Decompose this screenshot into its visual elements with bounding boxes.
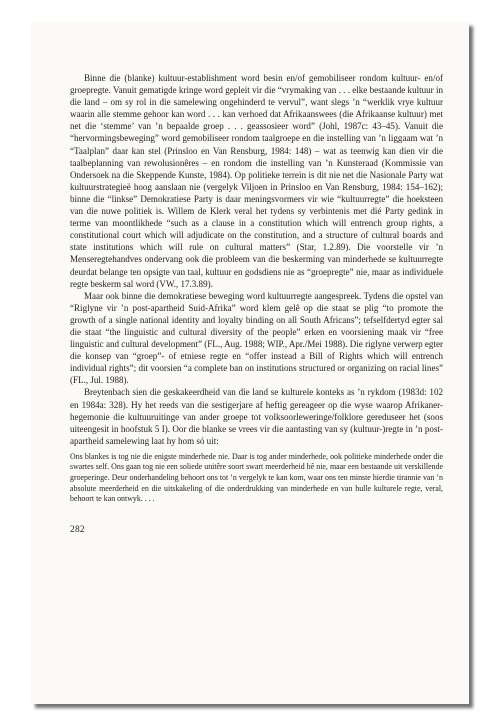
paragraph-1: Binne die (blanke) kultuur-establishment word besin en/of gemobiliseer rondom kultuur- en/of groepregte. Vanuit gematigde kringe word gepleit vir die “vrymaking van . . . elke bestaande kultuur in die land – om sy rol in die samelewing ongehinderd te vervul”, want slegs ’n “werklik vrye kultuur waarin alle stemme gehoor kan word . . . kan verhoed dat Afrikaanswees (die Afrikaanse kultuur) met net die ‘stemme’ van ’n bepaalde groep . . . geassosieer word” (Johl, 1987c: 43–45). Vanuit die “hervormingsbeweging” word gemobiliseer rondom taalgroepe en die instelling van ’n liggaam wat ’n “Taalplan” daar kan stel (Prinsloo en Van Rensburg, 1984: 148) – wat as teenwig kan dien vir die taalbeplanning van rewolusionêres – en rondom die instelling van ’n Kunsteraad (Kommissie van Ondersoek na die Skeppende Kunste, 1984). Op politieke terrein is dit nie net die Nasionale Party wat kultuurstrategieë hoog aanslaan nie (vergelyk Viljoen in Prinsloo en Van Rensburg, 1984: 154–162); binne die “linkse” Demokratiese Party is daar meningsvormers vir wie “kultuurregte” die hoeksteen van die nuwe politiek is. Willem de Klerk veral het tydens sy verbintenis met dié Party gedink in terme van moontlikhede “such as a clause in a constitution which will entrench group rights, a constitutional court which will adjudicate on the constitution, and a structure of cultural boards and state institutions which will rule on cultural matters” (Star, 1.2.89). Die voorstelle vir ’n Menseregtehandves ondervang ook die probleem van die beskerming van minderhede se kultuurregte deurdat belange ten opsigte van taal, kultuur en godsdiens nie as “groepregte” nie, maar as individuele regte beskerm sal word (VW., 17.3.89). <box>70 73 443 289</box>
block-quote: Ons blankes is tog nie die enigste minderhede nie. Daar is tog ander minderhede, ook politieke minderhede onder die swartes self. Ons gaan tog nie een soliede unitêre soort swart meerderheid hê nie, maar een bestaande uit verskillende groeperinge. Deur onderhandeling behoort ons tot ’n vergelyk te kan kom, waar ons ten minste hierdie tirannie van ’n absolute meerderheid en die uitskakeling of die onderdrukking van minderhede en van hulle kulturele regte, veral, behoort te kan ontwyk. . . . <box>70 451 443 504</box>
paragraph-3: Breytenbach sien die geskakeerdheid van die land se kulturele konteks as ’n rykdom (1983d: 102 en 1984a: 328). Hy het reeds van die sestigerjare af heftig gereageer op die wyse waarop Afrikaner-hegemonie die kultuuruitinge van ander groepe tot volksoorleweringe/folklore gereduseer het (soos uiteengesit in hoofstuk 5 I). Oor die blanke se vrees vir die aantasting van sy (kultuur-)regte in ’n post-apartheid samelewing laat hy hom só uit: <box>70 387 443 446</box>
book-page <box>31 22 469 704</box>
paragraph-2: Maar ook binne die demokratiese beweging word kultuurregte aangespreek. Tydens die opstel van “Riglyne vir ’n post-apartheid Suid-Afrika” word klem gelê op die staat se plig “to promote the growth of a single national identity and loyalty binding on all South Africans”; tefselfdertyd egter sal die staat “the linguistic and cultural diversity of the people” erken en voorsiening maak vir “free linguistic and cultural development” (FL., Aug. 1988; WIP., Apr./Mei 1988). Die riglyne verwerp egter die konsep van “groep”- of etniese regte en “offer instead a Bill of Rights which will entrench individual rights”; dit voorsien “a complete ban on institutions structured or organizing on racial lines” (FL., Jul. 1988). <box>70 290 443 386</box>
page-number: 282 <box>70 524 85 535</box>
